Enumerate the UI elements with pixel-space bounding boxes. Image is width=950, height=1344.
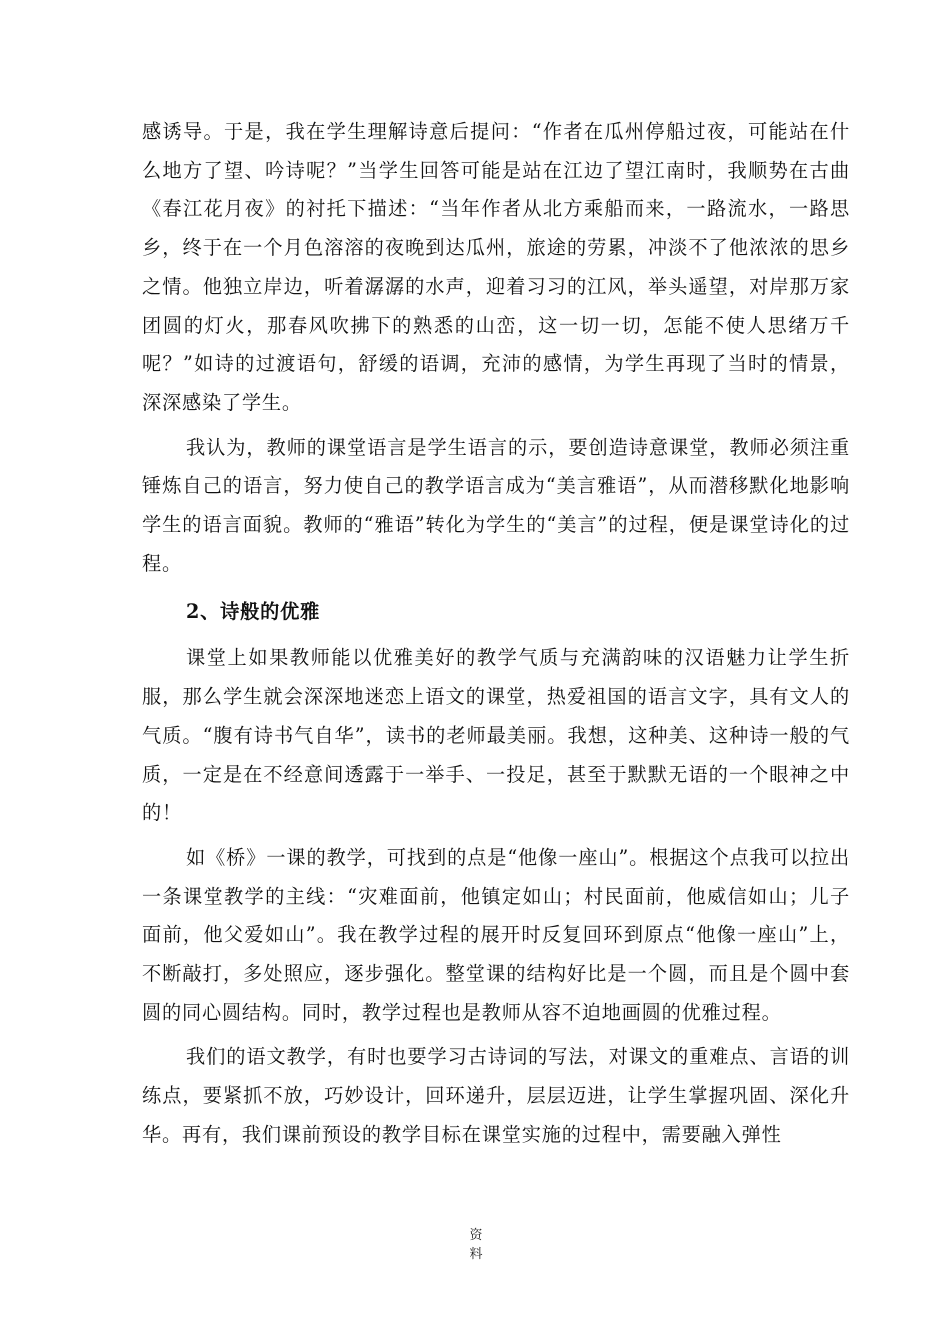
footer-char-2: 料	[469, 1247, 483, 1262]
section-heading: 2、诗般的优雅	[186, 600, 321, 624]
page-footer	[464, 1226, 488, 1264]
paragraph-3: 课堂上如果教师能以优雅美好的教学气质与充满韵味的汉语魅力让学生折服，那么学生就会深深地迷恋上语文的课堂，热爱祖国的语言文字，具有文人的气质。“腹有诗书气自华”，读书的老师最美丽。我想，这种美、这种诗一般的气质，一定是在不经意间透露于一举手、一投足，甚至于默默无语的一个眼神之中的！	[142, 646, 850, 825]
paragraph-2: 我认为，教师的课堂语言是学生语言的示，要创造诗意课堂，教师必须注重锤炼自己的语言，努力使自己的教学语言成为“美言雅语”，从而潜移默化地影响学生的语言面貌。教师的“雅语”转化为学生的“美言”的过程，便是课堂诗化的过程。	[142, 435, 850, 575]
paragraph-4: 如《桥》一课的教学，可找到的点是“他像一座山”。根据这个点我可以拉出一条课堂教学的主线：“灾难面前，他镇定如山；村民面前，他威信如山；儿子面前，他父爱如山”。我在教学过程的展开时反复回环到原点“他像一座山”上，不断敲打，多处照应，逐步强化。整堂课的结构好比是一个圆，而且是个圆中套圆的同心圆结构。同时，教学过程也是教师从容不迫地画圆的优雅过程。	[142, 845, 850, 1024]
paragraph-5: 我们的语文教学，有时也要学习古诗词的写法，对课文的重难点、言语的训练点，要紧抓不放，巧妙设计，回环递升，层层迈进，让学生掌握巩固、深化升华。再有，我们课前预设的教学目标在课堂实施的过程中，需要融入弹性	[142, 1045, 850, 1146]
paragraph-1: 感诱导。于是，我在学生理解诗意后提问：“作者在瓜州停船过夜，可能站在什么地方了望、吟诗呢？”当学生回答可能是站在江边了望江南时，我顺势在古曲《春江花月夜》的衬托下描述：“当年作者从北方乘船而来，一路流水，一路思乡，终于在一个月色溶溶的夜晚到达瓜州，旅途的劳累，冲淡不了他浓浓的思乡之情。他独立岸边，听着潺潺的水声，迎着习习的江风，举头遥望，对岸那万家团圆的灯火，那春风吹拂下的熟悉的山峦，这一切一切，怎能不使人思绪万千呢？”如诗的过渡语句，舒缓的语调，充沛的感情，为学生再现了当时的情景，深深感染了学生。	[142, 120, 850, 414]
document-body	[142, 113, 850, 1161]
footer-char-1: 资	[469, 1228, 483, 1243]
